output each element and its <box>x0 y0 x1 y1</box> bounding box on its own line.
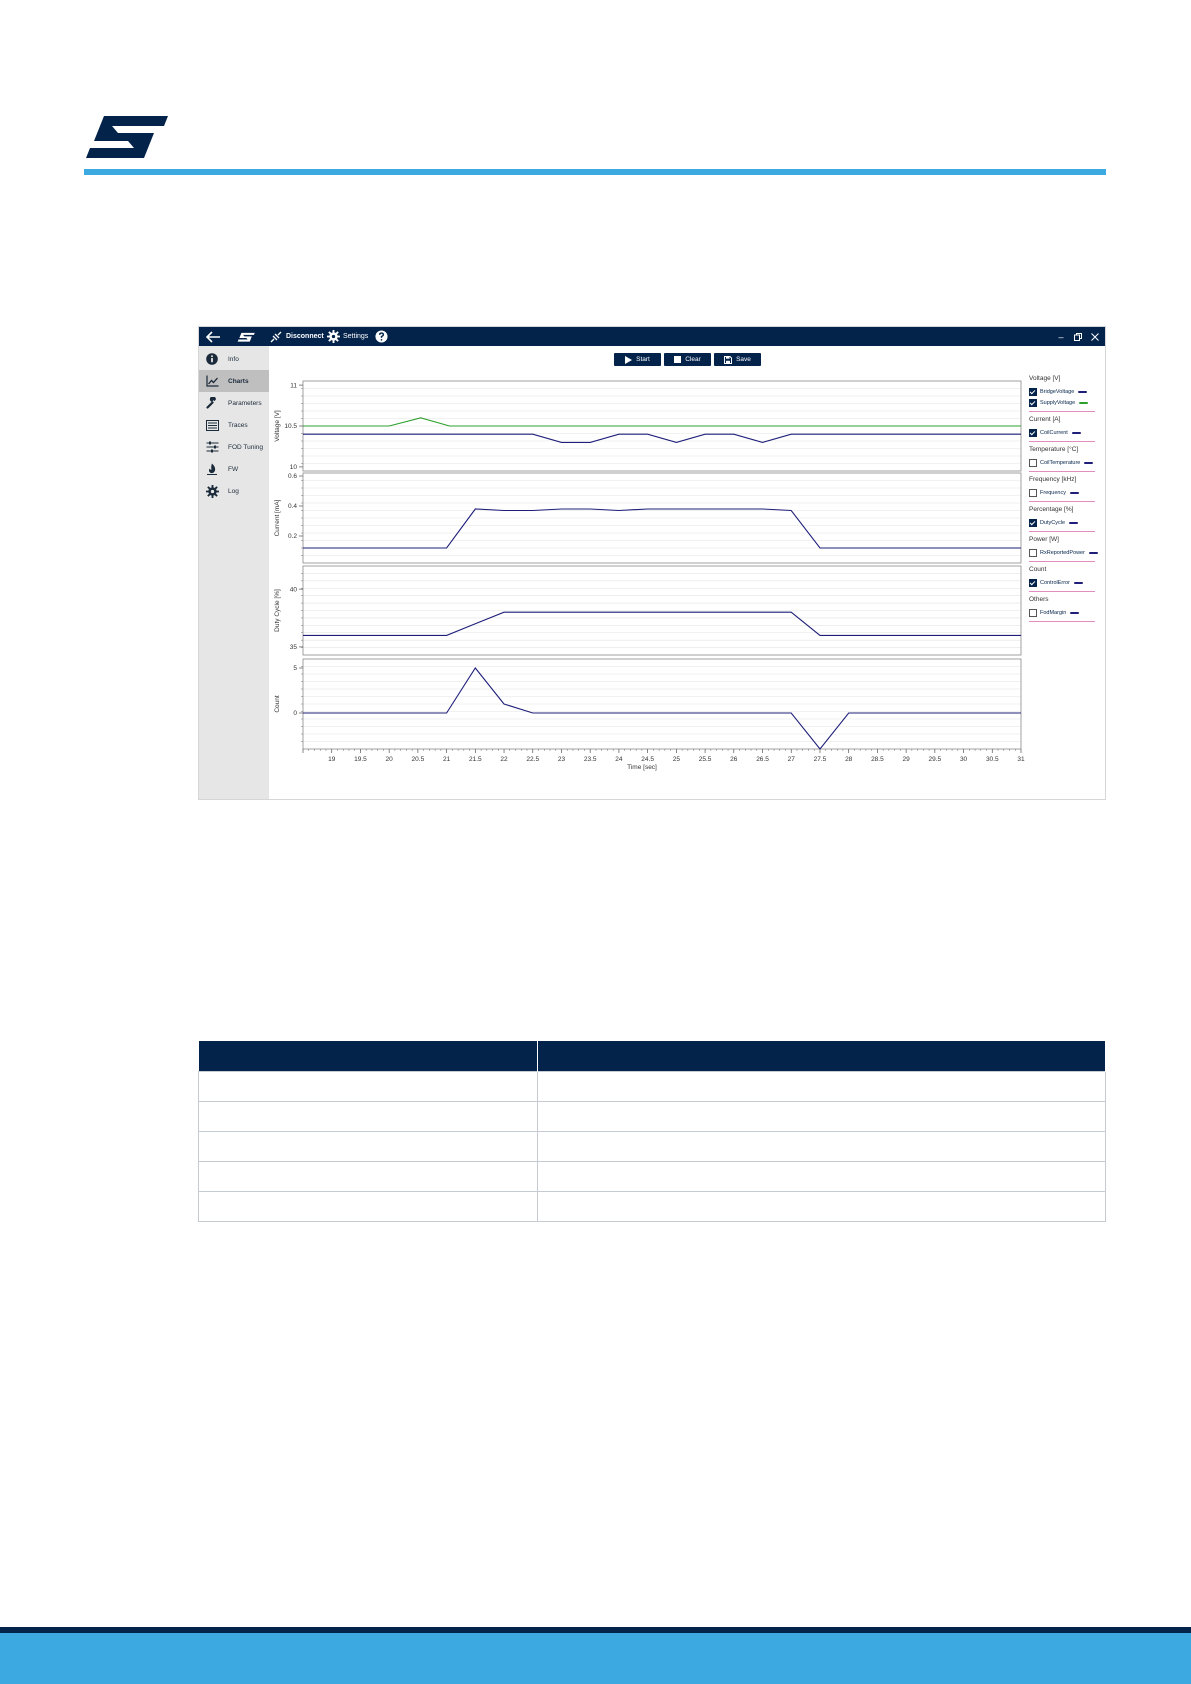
y-tick-label: 10.5 <box>284 423 297 431</box>
series-line-ControlError <box>303 668 1021 749</box>
series-legend <box>1029 375 1106 625</box>
y-axis-label: Duty Cycle [%] <box>274 589 281 632</box>
chart-panel-4 <box>274 659 1025 771</box>
header-rule <box>84 169 1106 175</box>
settings-button[interactable] <box>327 327 368 346</box>
unplug-icon <box>269 330 283 344</box>
legend-group-title: Current [A] <box>1029 416 1061 423</box>
series-checkbox[interactable] <box>1029 489 1037 497</box>
series-color-swatch <box>1079 402 1088 404</box>
series-color-swatch <box>1089 552 1098 554</box>
sidebar-item-info[interactable] <box>199 348 269 370</box>
table-header-row <box>199 1041 1106 1072</box>
y-tick-label: 40 <box>289 586 297 594</box>
legend-group-title: Temperature [°C] <box>1029 446 1079 453</box>
legend-separator <box>1029 441 1095 442</box>
legend-separator <box>1029 591 1095 592</box>
legend-item-FodMargin[interactable] <box>1029 608 1079 618</box>
table-row <box>199 1072 1106 1102</box>
x-tick-label: 29 <box>902 756 910 763</box>
x-tick-label: 19.5 <box>354 756 367 763</box>
series-line-CoilCurrent <box>303 509 1021 548</box>
series-color-swatch <box>1078 391 1087 393</box>
series-color-swatch <box>1074 582 1083 584</box>
footer-band <box>0 1633 1191 1684</box>
legend-item-BridgeVoltage[interactable] <box>1029 387 1087 397</box>
x-tick-label: 26.5 <box>756 756 769 763</box>
table-cell <box>537 1132 1106 1162</box>
series-color-swatch <box>1070 612 1079 614</box>
sidebar-item-fw[interactable] <box>199 458 269 480</box>
legend-item-label: BridgeVoltage <box>1040 389 1075 395</box>
sidebar <box>199 346 269 800</box>
y-tick-label: 0.4 <box>287 503 297 511</box>
sidebar-item-label: Traces <box>228 421 248 429</box>
legend-item-RxReportedPower[interactable] <box>1029 548 1098 558</box>
legend-separator <box>1029 411 1095 412</box>
series-color-swatch <box>1072 432 1081 434</box>
sidebar-item-fod-tuning[interactable] <box>199 436 269 458</box>
table-row <box>199 1192 1106 1222</box>
clear-label: Clear <box>685 356 701 363</box>
legend-separator <box>1029 561 1095 562</box>
minimize-icon: – <box>1058 331 1064 342</box>
gear-icon <box>327 330 340 343</box>
x-tick-label: 24 <box>615 756 623 763</box>
x-tick-label: 19 <box>328 756 336 763</box>
x-tick-label: 21 <box>442 756 451 763</box>
disconnect-label: Disconnect <box>286 333 324 340</box>
legend-item-label: FodMargin <box>1040 610 1067 616</box>
table-row <box>199 1162 1106 1192</box>
legend-group-title: Others <box>1029 596 1049 603</box>
legend-item-Frequency[interactable] <box>1029 488 1079 498</box>
series-checkbox[interactable] <box>1029 549 1037 557</box>
title-bar <box>199 327 1106 346</box>
legend-item-label: ControlError <box>1040 580 1070 586</box>
legend-group-title: Frequency [kHz] <box>1029 476 1077 483</box>
chart-icon <box>205 374 219 388</box>
table-cell <box>199 1072 538 1102</box>
sliders-icon <box>205 440 219 454</box>
table-header-cell <box>537 1041 1106 1072</box>
sidebar-item-label: Info <box>228 355 239 363</box>
x-tick-label: 22 <box>500 756 508 763</box>
table-cell <box>537 1072 1106 1102</box>
legend-group-title: Voltage [V] <box>1029 375 1061 382</box>
series-checkbox[interactable] <box>1029 459 1037 467</box>
series-checkbox[interactable] <box>1029 609 1037 617</box>
table-cell <box>199 1192 538 1222</box>
back-arrow-icon <box>205 331 221 343</box>
legend-item-label: CoilTemperature <box>1040 460 1081 466</box>
st-logo <box>84 112 168 160</box>
x-tick-label: 24.5 <box>641 756 654 763</box>
sidebar-item-log[interactable] <box>199 480 269 502</box>
wrench-icon <box>205 396 219 410</box>
y-tick-label: 0.2 <box>287 533 297 541</box>
help-button[interactable] <box>375 327 388 346</box>
x-tick-label: 27.5 <box>813 756 827 763</box>
legend-separator <box>1029 471 1095 472</box>
y-axis-label: Count <box>274 695 281 713</box>
x-axis-label: Time [sec] <box>627 764 657 771</box>
list-icon <box>205 418 219 432</box>
table-cell <box>199 1102 538 1132</box>
series-checkbox[interactable] <box>1029 388 1037 396</box>
x-tick-label: 31 <box>1017 756 1025 763</box>
table-cell <box>537 1192 1106 1222</box>
legend-item-label: DutyCycle <box>1040 520 1066 526</box>
series-checkbox[interactable] <box>1029 519 1037 527</box>
x-tick-label: 22.5 <box>526 756 540 763</box>
legend-item-CoilTemperature[interactable] <box>1029 458 1093 468</box>
stop-icon <box>674 356 681 363</box>
legend-group-title: Count <box>1029 566 1047 573</box>
series-color-swatch <box>1070 492 1079 494</box>
series-checkbox[interactable] <box>1029 429 1037 437</box>
sidebar-item-charts[interactable] <box>199 370 269 392</box>
gear-icon <box>205 484 219 498</box>
close-button[interactable] <box>1087 327 1103 346</box>
y-tick-label: 5 <box>293 665 297 673</box>
minimize-button[interactable] <box>1053 327 1069 346</box>
series-line-DutyCycle <box>303 612 1021 635</box>
table-row <box>199 1102 1106 1132</box>
y-axis-label: Current [mA] <box>274 499 281 537</box>
x-tick-label: 25 <box>672 756 680 763</box>
sidebar-item-label: Log <box>228 487 239 495</box>
disconnect-button[interactable] <box>269 327 324 346</box>
x-tick-label: 21.5 <box>468 756 482 763</box>
flame-icon <box>205 462 219 476</box>
table-header-cell <box>199 1041 538 1072</box>
chart-panel-3 <box>274 566 1021 655</box>
legend-separator <box>1029 621 1095 622</box>
legend-item-label: Frequency <box>1040 490 1066 496</box>
x-tick-label: 25.5 <box>698 756 712 763</box>
table-cell <box>199 1132 538 1162</box>
sidebar-item-traces[interactable] <box>199 414 269 436</box>
sidebar-item-label: Charts <box>228 377 249 385</box>
x-tick-label: 29.5 <box>928 756 942 763</box>
x-tick-label: 30 <box>959 756 968 763</box>
series-line-SupplyVoltage <box>303 418 1021 426</box>
y-tick-label: 0 <box>293 710 297 718</box>
x-tick-label: 23 <box>557 756 566 763</box>
series-color-swatch <box>1069 522 1078 524</box>
x-tick-label: 28 <box>845 756 853 763</box>
app-logo <box>237 327 255 346</box>
start-label: Start <box>636 356 650 363</box>
restore-button[interactable] <box>1070 327 1086 346</box>
legend-item-CoilCurrent[interactable] <box>1029 428 1081 438</box>
x-tick-label: 26 <box>730 756 738 763</box>
st-logo-small-icon <box>237 332 255 342</box>
sidebar-item-label: FOD Tuning <box>228 443 264 451</box>
series-checkbox[interactable] <box>1029 399 1037 407</box>
info-icon <box>205 352 219 366</box>
charts-area <box>271 363 1031 800</box>
table-row <box>199 1132 1106 1162</box>
y-tick-label: 11 <box>290 382 297 390</box>
save-label: Save <box>736 356 751 363</box>
x-tick-label: 20 <box>385 756 393 763</box>
legend-item-ControlError[interactable] <box>1029 578 1083 588</box>
legend-item-DutyCycle[interactable] <box>1029 518 1078 528</box>
legend-separator <box>1029 531 1095 532</box>
legend-item-label: SupplyVoltage <box>1040 400 1076 406</box>
y-axis-label: Voltage [V] <box>274 410 281 442</box>
sidebar-item-parameters[interactable] <box>199 392 269 414</box>
legend-item-label: RxReportedPower <box>1040 550 1085 556</box>
y-tick-label: 10 <box>289 464 297 472</box>
settings-label: Settings <box>343 333 369 340</box>
restore-icon <box>1074 333 1082 341</box>
legend-item-SupplyVoltage[interactable] <box>1029 398 1088 408</box>
table-cell <box>199 1162 538 1192</box>
legend-separator <box>1029 501 1095 502</box>
sidebar-item-label: Parameters <box>228 399 262 407</box>
x-tick-label: 23.5 <box>583 756 597 763</box>
y-tick-label: 35 <box>289 644 297 652</box>
x-tick-label: 28.5 <box>871 756 884 763</box>
table-cell <box>537 1162 1106 1192</box>
table-cell <box>537 1102 1106 1132</box>
help-icon <box>375 330 388 343</box>
chart-panel-1 <box>274 381 1021 471</box>
series-color-swatch <box>1084 462 1093 464</box>
chart-panel-2 <box>274 473 1021 563</box>
legend-group-title: Power [W] <box>1029 536 1059 543</box>
close-icon <box>1091 333 1099 341</box>
sidebar-item-label: FW <box>228 465 239 473</box>
series-checkbox[interactable] <box>1029 579 1037 587</box>
x-tick-label: 27 <box>787 756 795 763</box>
legend-item-label: CoilCurrent <box>1040 430 1068 436</box>
data-table <box>198 1041 1106 1222</box>
x-tick-label: 20.5 <box>411 756 425 763</box>
legend-group-title: Percentage [%] <box>1029 506 1074 513</box>
y-tick-label: 0.6 <box>287 473 297 481</box>
x-tick-label: 30.5 <box>985 756 999 763</box>
app-window <box>198 326 1106 800</box>
back-button[interactable] <box>205 327 221 346</box>
